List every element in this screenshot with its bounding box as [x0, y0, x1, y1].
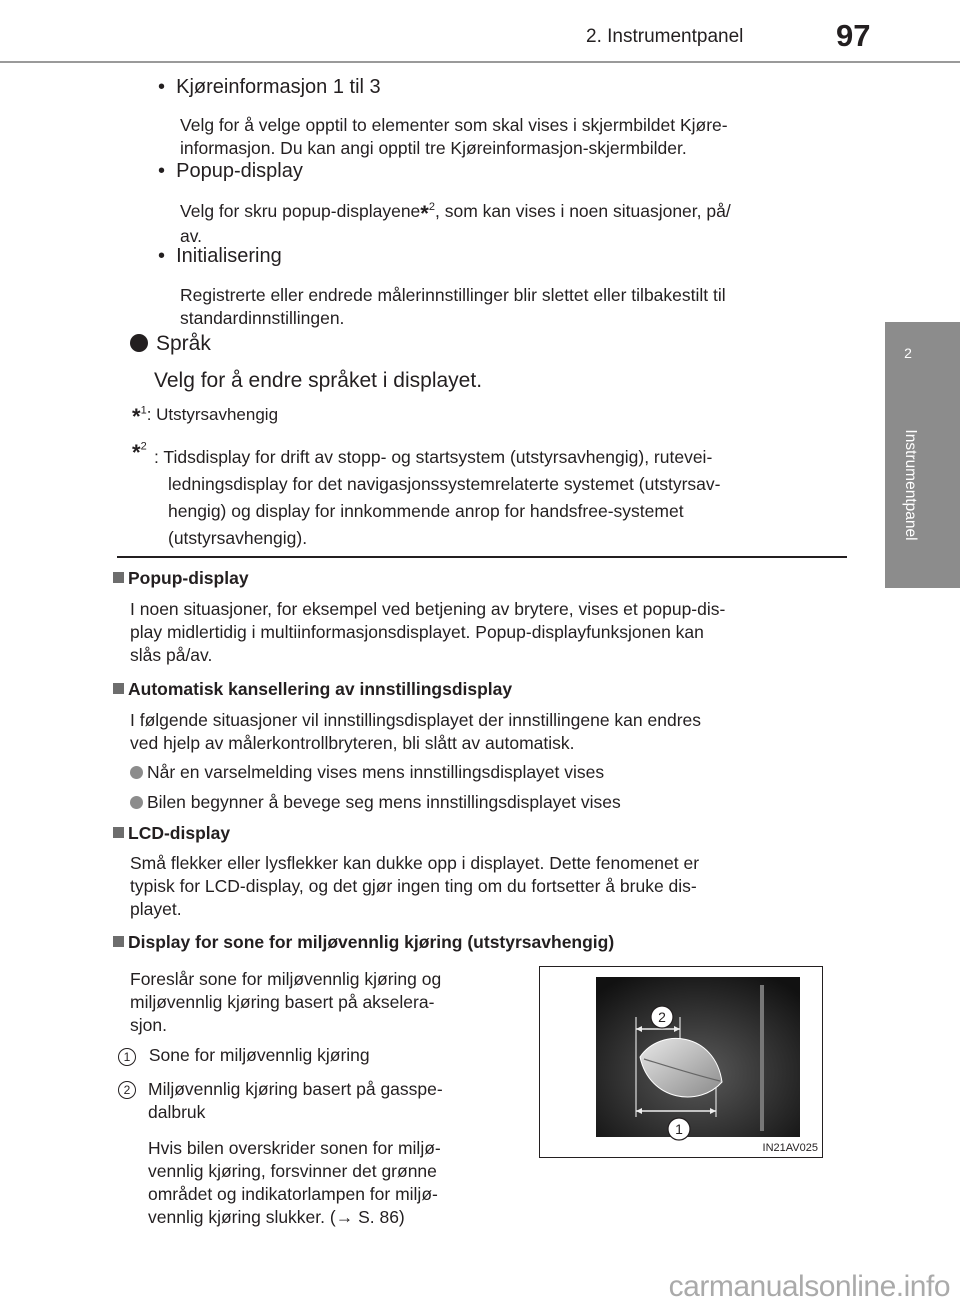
square-bullet-icon: [113, 572, 124, 583]
popup-section-body: I noen situasjoner, for eksempel ved betjening av brytere, vises et popup-dis- play midlertidig i multiinformasjonsdisplayet. Popup-displayfunksjonen kan slås på/av.: [130, 599, 726, 665]
eco-display-illustration: [540, 967, 822, 1157]
chapter-tab-label: Instrumentpanel: [902, 429, 919, 541]
svg-text:1: 1: [675, 1121, 683, 1137]
auto-bullet-2: Bilen begynner å bevege seg mens innstillingsdisplayet vises: [130, 792, 621, 813]
header-title: 2. Instrumentpanel: [586, 26, 744, 47]
bullet-dot-icon: [130, 334, 148, 352]
chapter-tab-number: 2: [904, 345, 912, 361]
sprak-heading: Språk: [130, 332, 211, 356]
footnote-1: *$^1$: Utstyrsavhengig: [132, 404, 279, 429]
page-number: 97: [836, 18, 871, 53]
lcd-section-heading: LCD-display: [113, 823, 230, 844]
svg-text:2: 2: [658, 1009, 666, 1025]
auto-section-body: I følgende situasjoner vil innstillingsdisplayet der innstillingene kan endres ved hjelp av målerkontrollbryteren, bli slått av automatisk.: [130, 710, 702, 753]
eco-item-1: 1 Sone for miljøvennlig kjøring: [118, 1045, 370, 1066]
footnote-2-marker: *$^2$: [132, 440, 147, 465]
figure-code: IN21AV025: [762, 1142, 818, 1154]
bullet-kjoreinformasjon: • Kjøreinformasjon 1 til 3: [158, 76, 381, 98]
initialisering-description: Registrerte eller endrede målerinnstillinger blir slettet eller tilbakestilt til standardinnstillingen.: [180, 285, 726, 328]
popup-display-description: Velg for skru popup-displayene*$^2$, som kan vises i noen situasjoner, på/ av.: [180, 200, 731, 246]
eco-section-heading: Display for sone for miljøvennlig kjøring (utstyrsavhengig): [113, 932, 614, 953]
kjoreinformasjon-description: Velg for å velge opptil to elementer som skal vises i skjermbildet Kjøre- informasjon. Du kan angi opptil tre Kjøreinformasjon-skjermbilder.: [180, 115, 728, 158]
header-divider: [0, 61, 960, 63]
display-bar: [760, 985, 764, 1131]
square-bullet-icon: [113, 827, 124, 838]
chapter-tab-label-wrap: [890, 410, 930, 560]
bullet-popup-display: • Popup-display: [158, 160, 303, 182]
lcd-section-body: Små flekker eller lysflekker kan dukke opp i displayet. Dette fenomenet er typisk for LCD-display, og det gjør ingen ting om du fortsetter å bruke dis- playet.: [130, 853, 700, 919]
eco-note: Hvis bilen overskrider sonen for miljø- vennlig kjøring, forsvinner det grønne området og indikatorlampen for miljø- vennlig kjøring slukker. (→ S. 86): [148, 1138, 441, 1227]
eco-section-body: Foreslår sone for miljøvennlig kjøring og miljøvennlig kjøring basert på akselera- sjon.: [130, 969, 442, 1035]
eco-item-2-text: Miljøvennlig kjøring basert på gasspe- dalbruk: [148, 1079, 443, 1122]
square-bullet-icon: [113, 936, 124, 947]
round-bullet-icon: [130, 766, 143, 779]
square-bullet-icon: [113, 683, 124, 694]
section-divider: [117, 556, 847, 558]
bullet-initialisering: • Initialisering: [158, 245, 282, 267]
auto-section-heading: Automatisk kansellering av innstillingsdisplay: [113, 679, 512, 700]
watermark: carmanualsonline.info: [668, 1270, 950, 1303]
eco-zone-figure: [539, 966, 823, 1158]
sprak-description: Velg for å endre språket i displayet.: [154, 369, 483, 392]
footnote-2-text: : Tidsdisplay for drift av stopp- og startsystem (utstyrsavhengig), rutevei- ledningsdisplay for det navigasjonssystemrelaterte systemet (utstyrsav- hengig) og display for innkommende anrop for handsfree-systemet (utstyrsavhengig).: [154, 447, 721, 548]
round-bullet-icon: [130, 796, 143, 809]
popup-section-heading: Popup-display: [113, 568, 249, 589]
eco-item-2-number: 2: [118, 1078, 136, 1099]
auto-bullet-1: Når en varselmelding vises mens innstillingsdisplayet vises: [130, 762, 604, 783]
